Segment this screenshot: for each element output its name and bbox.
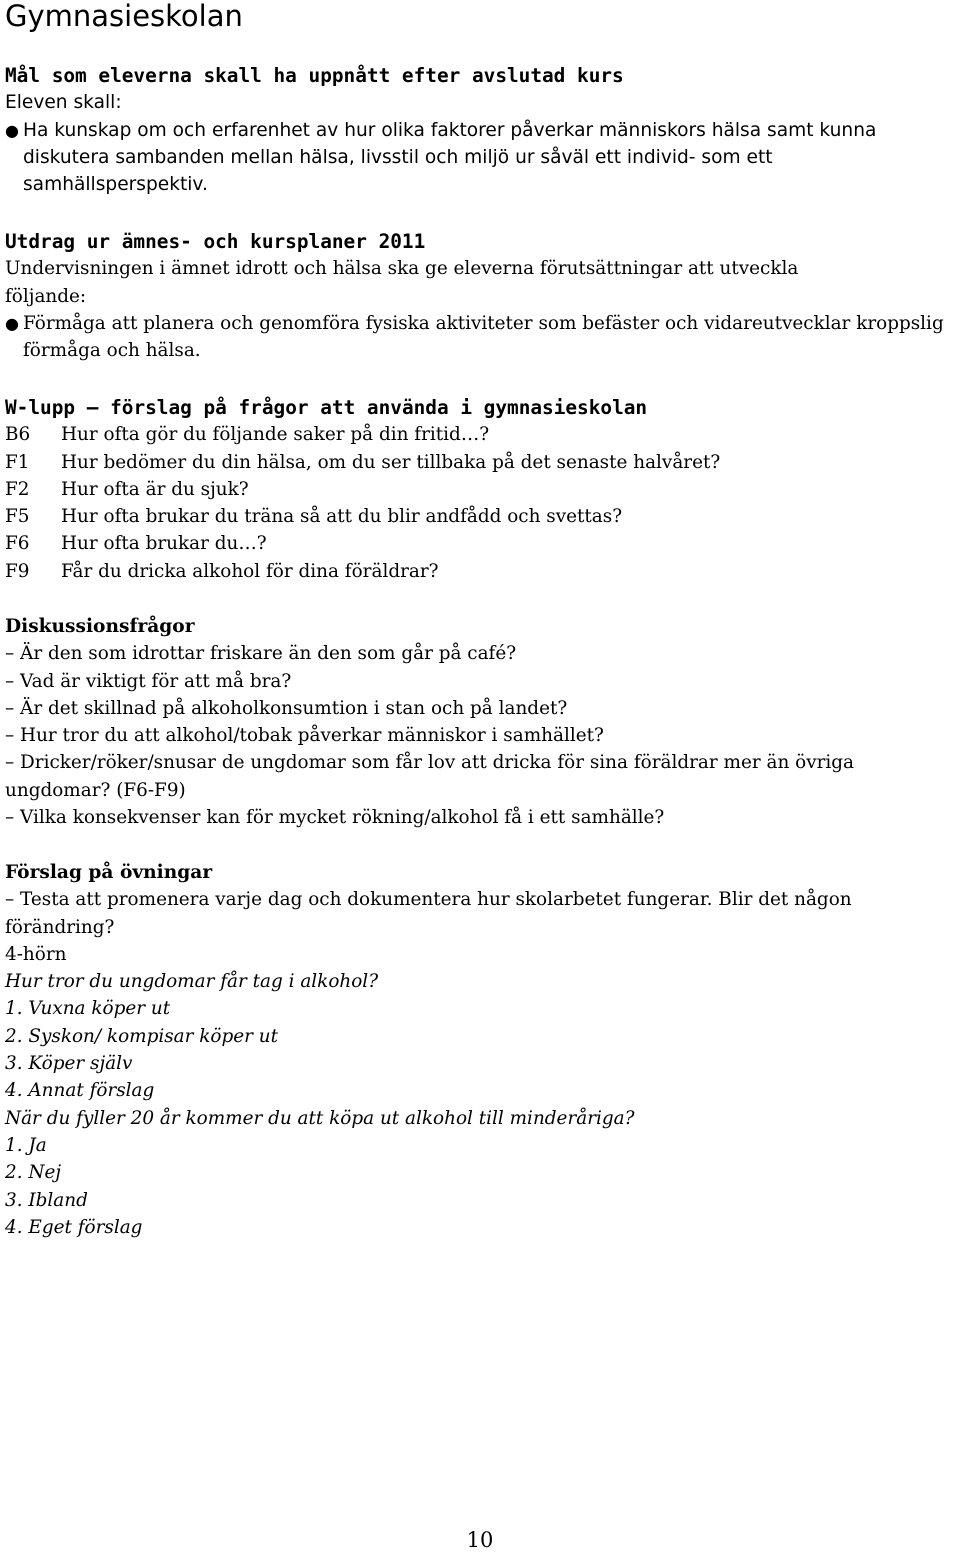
question-code: F1 (5, 451, 30, 473)
curriculum-intro: Undervisningen i ämnet idrott och hälsa ska ge eleverna förutsättningar att utveckla följande: (5, 258, 799, 307)
corners-option: 3. Ibland (5, 1189, 88, 1211)
goals-intro: Eleven skall: (5, 92, 122, 114)
curriculum-bullet-item (5, 310, 950, 365)
wlupp-question-row (5, 449, 950, 476)
curriculum-bullet-text: Förmåga att planera och genomföra fysiska aktiviteter som befäster och vidareutvecklar kroppslig förmåga och hälsa. (23, 312, 944, 362)
bullet-icon: ● (5, 120, 19, 140)
corners-label: 4-hörn (5, 943, 67, 965)
page-number: 10 (466, 1528, 494, 1552)
wlupp-heading-dash: – (86, 396, 99, 419)
question-text: Hur ofta gör du följande saker på din fritid…? (61, 424, 490, 446)
exercise-item: – Testa att promenera varje dag och dokumentera hur skolarbetet fungerar. Blir det någon förändring? (5, 889, 852, 938)
wlupp-question-row (5, 421, 950, 448)
goals-heading: Mål som eleverna skall ha uppnått efter avslutad kurs (5, 64, 624, 87)
exercises-body (5, 886, 955, 1241)
page-title: Gymnasieskolan (5, 0, 243, 33)
corners-option: 1. Ja (5, 1134, 47, 1156)
goals-bullet-text: Ha kunskap om och erfarenhet av hur olika faktorer påverkar människors hälsa samt kunna diskutera sambanden mellan hälsa, livsstil och miljö ur såväl ett individ- som ett samhällsperspektiv. (23, 119, 877, 196)
question-text: Hur ofta är du sjuk? (61, 478, 249, 500)
wlupp-question-list (5, 421, 950, 585)
question-code: F5 (5, 506, 30, 528)
corners-question-2: När du fyller 20 år kommer du att köpa ut alkohol till minderåriga? (5, 1107, 635, 1129)
corners-option: 2. Syskon/ kompisar köper ut (5, 1025, 279, 1047)
discussion-item: – Dricker/röker/snusar de ungdomar som får lov att dricka för sina föräldrar mer än övriga ungdomar? (F6-F9) (5, 752, 855, 801)
question-code: B6 (5, 424, 31, 446)
question-code: F9 (5, 560, 30, 582)
wlupp-question-row (5, 558, 950, 585)
discussion-item: – Är det skillnad på alkoholkonsumtion i stan och på landet? (5, 697, 568, 719)
goals-section (5, 62, 950, 198)
corners-option: 4. Annat förslag (5, 1080, 155, 1102)
wlupp-section (5, 394, 950, 585)
discussion-item: – Vilka konsekvenser kan för mycket rökning/alkohol få i ett samhälle? (5, 807, 665, 829)
question-text: Hur ofta brukar du träna så att du blir andfådd och svettas? (61, 506, 623, 528)
wlupp-heading-prefix: W-lupp (5, 396, 76, 419)
wlupp-question-row (5, 503, 950, 530)
discussion-section (5, 613, 950, 831)
exercises-section (5, 859, 950, 1241)
question-text: Hur bedömer du din hälsa, om du ser tillbaka på det senaste halvåret? (61, 451, 721, 473)
corners-question-1: Hur tror du ungdomar får tag i alkohol? (5, 971, 379, 993)
discussion-item: – Vad är viktigt för att må bra? (5, 670, 292, 692)
discussion-list (5, 640, 945, 831)
exercises-heading: Förslag på övningar (5, 862, 213, 883)
question-code: F6 (5, 533, 30, 555)
curriculum-heading: Utdrag ur ämnes- och kursplaner 2011 (5, 230, 426, 253)
curriculum-section (5, 228, 950, 364)
corners-option: 3. Köper själv (5, 1053, 133, 1075)
discussion-heading: Diskussionsfrågor (5, 616, 195, 637)
discussion-item: – Är den som idrottar friskare än den som går på café? (5, 643, 517, 665)
bullet-icon: ● (5, 313, 19, 333)
corners-option: 4. Eget förslag (5, 1216, 143, 1238)
wlupp-heading (5, 394, 950, 421)
wlupp-question-row (5, 530, 950, 557)
corners-option: 2. Nej (5, 1162, 62, 1184)
question-code: F2 (5, 478, 30, 500)
goals-bullet-item (5, 117, 950, 199)
corners-option: 1. Vuxna köper ut (5, 998, 171, 1020)
wlupp-question-row (5, 476, 950, 503)
discussion-item: – Hur tror du att alkohol/tobak påverkar människor i samhället? (5, 725, 604, 747)
question-text: Får du dricka alkohol för dina föräldrar? (61, 560, 439, 582)
wlupp-heading-rest: förslag på frågor att använda i gymnasieskolan (98, 396, 648, 419)
question-text: Hur ofta brukar du…? (61, 533, 267, 555)
